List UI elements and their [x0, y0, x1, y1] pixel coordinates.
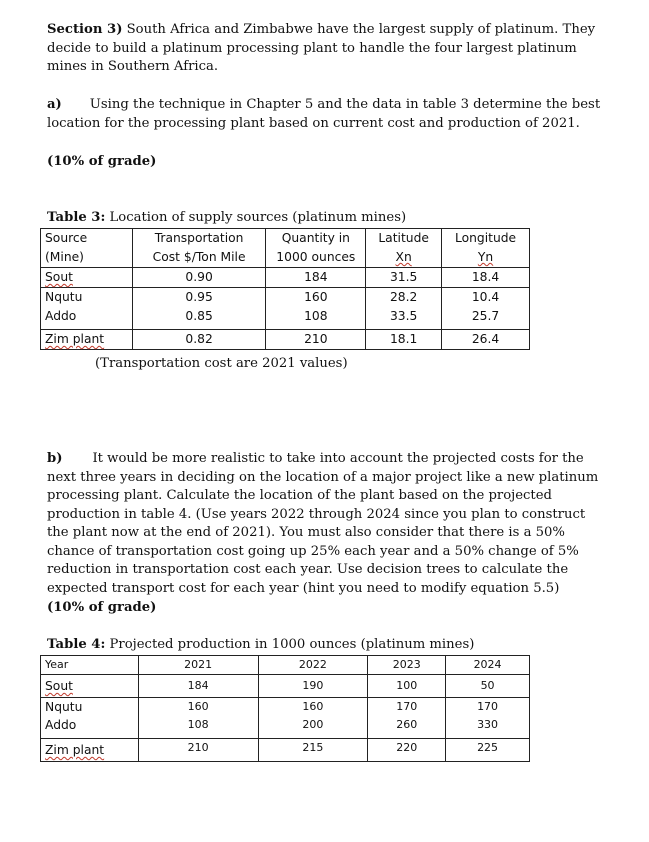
table-4-caption: Table 4: Projected production in 1000 ounces (platinum mines) — [47, 637, 475, 652]
table-row: Addo 0.85 108 33.5 25.7 — [41, 307, 530, 330]
table-4 — [40, 655, 530, 762]
section-label: Section 3) — [47, 22, 123, 37]
section-text: South Africa and Zimbabwe have the largest supply of platinum. They decide to build a platinum processing plant to handle the four largest platinum mines in Southern Africa. — [47, 22, 596, 74]
part-a-label: a) — [47, 97, 62, 112]
part-a-grade: (10% of grade) — [47, 154, 157, 169]
table-row: Sout 184 190 100 50 — [41, 675, 530, 698]
table-row: Zim plant 0.82 210 18.1 26.4 — [41, 330, 530, 350]
section-3-intro — [47, 21, 607, 77]
table-3-caption: Table 3: Location of supply sources (platinum mines) — [47, 210, 407, 225]
table-3-note: (Transportation cost are 2021 values) — [95, 356, 348, 371]
table-row: Sout 0.90 184 31.5 18.4 — [41, 268, 530, 288]
header-latitude: Latitude Xn — [366, 229, 442, 268]
header-quantity: Quantity in 1000 ounces — [266, 229, 366, 268]
table-row: Zim plant 210 215 220 225 — [41, 739, 530, 762]
part-b-grade: (10% of grade) — [47, 600, 157, 615]
part-b-text: It would be more realistic to take into account the projected costs for the next three years in deciding on the location of a major project like a new platinum processing plant. Calculate the location of the plant based on the projected production in table 4. (Use years 2022 through 2024 since you plan to construct the plant now at the end of 2021). You must also consider that there is a 50% chance of transportation cost going up 25% each year and a 50% change of 5% reduction in transportation cost each year. Use decision trees to calculate the expected transport cost for each year (hint you need to modify equation 5.5) — [47, 451, 599, 596]
table-3 — [40, 228, 530, 350]
part-b-label: b) — [47, 451, 63, 466]
header-longitude: Longitude Yn — [442, 229, 530, 268]
table-header-row: Year 2021 2022 2023 2024 — [41, 656, 530, 675]
part-a-text: Using the technique in Chapter 5 and the data in table 3 determine the best location for the processing plant based on current cost and production of 2021. — [47, 97, 601, 131]
table-header-row — [41, 229, 530, 268]
header-source: Source (Mine) — [41, 229, 133, 268]
table-row: Nqutu 160 160 170 170 — [41, 698, 530, 717]
table-row: Addo 108 200 260 330 — [41, 716, 530, 739]
part-b-question — [47, 450, 602, 598]
part-a-question — [47, 96, 607, 133]
table-row: Nqutu 0.95 160 28.2 10.4 — [41, 288, 530, 308]
header-transport: Transportation Cost $/Ton Mile — [132, 229, 266, 268]
